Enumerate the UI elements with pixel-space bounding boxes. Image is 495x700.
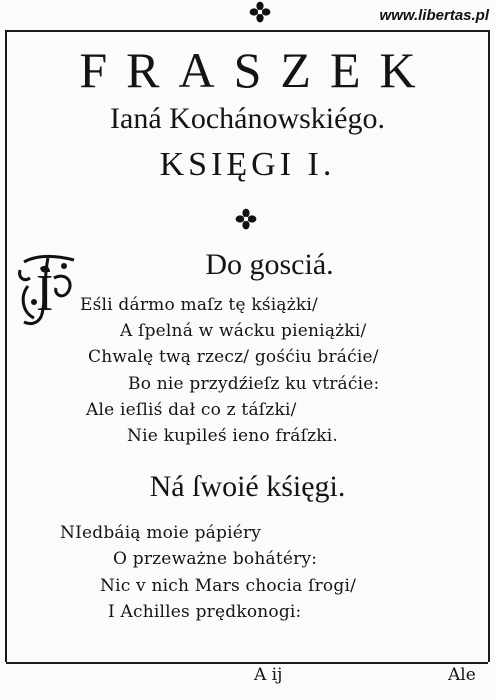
- signature-mark: A ij: [254, 665, 283, 685]
- fleuron-icon: [249, 1, 271, 23]
- watermark-text: www.libertas.pl: [379, 7, 489, 24]
- verse-line: O przeważne bohátéry:: [113, 549, 318, 569]
- verse-line: Bo nie przydźieſz ku vtráćie:: [128, 374, 380, 394]
- verse-line: Nie kupileś ieno fráſzki.: [127, 426, 339, 446]
- verse-line: Nic v nich Mars chocia ſrogi/: [100, 576, 357, 596]
- verse-line: Eśli dármo maſz tę kśiążki/: [80, 295, 318, 315]
- catchword: Ale: [448, 665, 476, 685]
- poem-title: Do gosciá.: [205, 248, 334, 281]
- page-border-bottom: [6, 662, 488, 664]
- poem-title: Ná ſwoié kśięgi.: [149, 470, 346, 503]
- author-line: Ianá Kochánowskiégo.: [110, 102, 385, 135]
- verse-line: NIedbáią moie pápiéry: [60, 523, 262, 543]
- verse-line: Ale ieſliś dał co z táſzki/: [86, 400, 297, 420]
- book-title: FRASZEK: [79, 42, 435, 98]
- verse-line: I Achilles prędkonogi:: [108, 602, 302, 622]
- verse-line: A ſpelná w wácku pieniążki/: [120, 321, 367, 341]
- fleuron-icon: [235, 208, 257, 230]
- dropcap-letter: I: [36, 265, 54, 322]
- page-border-top: [6, 30, 488, 32]
- verse-line: Chwalę twą rzecz/ gośćiu bráćie/: [88, 347, 379, 367]
- book-number: KSIĘGI I.: [159, 146, 336, 183]
